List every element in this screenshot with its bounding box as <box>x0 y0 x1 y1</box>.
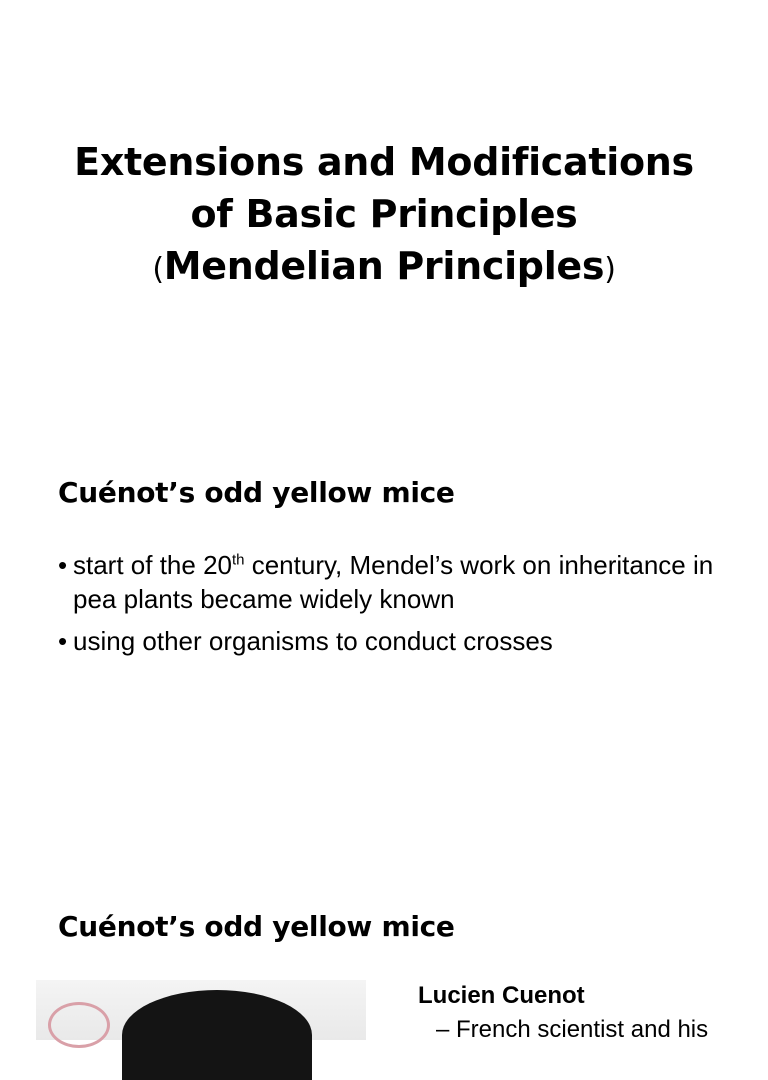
title-line-3 <box>0 240 768 296</box>
title-line-3-text: Mendelian Principles <box>163 244 605 288</box>
photo-subject-hair <box>122 990 312 1080</box>
bullet-1-superscript: th <box>231 551 245 569</box>
slide-heading: Cuénot’s odd yellow mice <box>58 910 455 943</box>
title-line-1: Extensions and Modifications <box>74 140 694 184</box>
title-line-2: of Basic Principles <box>190 192 578 236</box>
title-slide <box>0 0 768 430</box>
bullet-1-text-start: start of the 20 <box>73 550 232 580</box>
slide-title <box>0 136 768 296</box>
caption-name: Lucien Cuenot <box>418 982 585 1009</box>
photo-detail <box>48 1002 110 1048</box>
bullet-item-1 <box>58 548 738 616</box>
bullet-marker: • <box>58 550 68 580</box>
bullet-list <box>58 548 738 666</box>
portrait-photo <box>36 980 366 1040</box>
slide-heading: Cuénot’s odd yellow mice <box>58 476 455 509</box>
bullet-item-2 <box>58 624 738 658</box>
bullet-1-text-end: century, Mendel’s work on inheritance in pea plants became widely known <box>73 550 714 614</box>
bullet-2-text: using other organisms to conduct crosses <box>73 626 553 656</box>
caption-description: – French scientist and his <box>436 1016 709 1043</box>
content-slide <box>0 430 768 860</box>
title-paren-open: ( <box>152 252 164 287</box>
title-paren-close: ) <box>604 252 616 287</box>
photo-slide <box>0 860 768 1043</box>
bullet-marker: • <box>58 626 68 656</box>
